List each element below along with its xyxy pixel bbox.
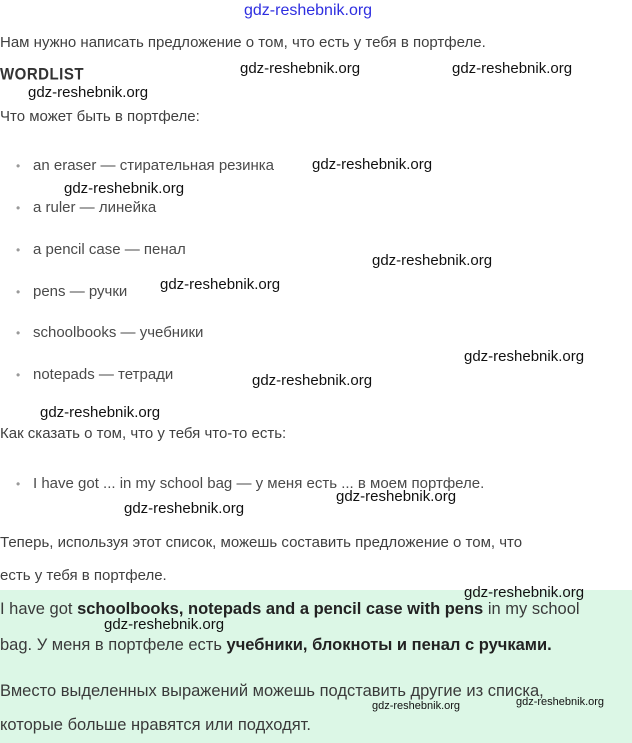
list-item-text: notepads — тетради (33, 366, 174, 383)
watermark: gdz-reshebnik.org (240, 60, 361, 77)
watermark: gdz-reshebnik.org (372, 700, 461, 712)
bullet-icon: • (16, 159, 21, 173)
watermark: gdz-reshebnik.org (452, 60, 573, 77)
bullet-icon: • (16, 368, 21, 382)
list-item (16, 324, 203, 341)
watermark: gdz-reshebnik.org (28, 84, 149, 101)
example-line2: bag. У меня в портфеле есть учебники, блокноты и пенал с ручками. (0, 636, 552, 654)
phrase-item-text: I have got ... in my school bag — у меня есть ... в моем портфеле. (33, 475, 485, 492)
example-english-line1: I have got schoolbooks, notepads and a pencil case with pens in my school (0, 600, 580, 618)
how-question: Как сказать о том, что у тебя что-то есть: (0, 425, 287, 442)
list-item (16, 366, 173, 383)
intro-text: Нам нужно написать предложение о том, что есть у тебя в портфеле. (0, 34, 486, 51)
list-item (16, 241, 186, 258)
list-item (16, 199, 156, 216)
watermark: gdz-reshebnik.org (312, 156, 433, 173)
watermark: gdz-reshebnik.org (64, 180, 185, 197)
tip-line1: Вместо выделенных выражений можешь подставить другие из списка, (0, 682, 544, 700)
watermark: gdz-reshebnik.org (464, 584, 585, 601)
watermark: gdz-reshebnik.org (160, 276, 281, 293)
list-item-text: an eraser — стирательная резинка (33, 157, 274, 174)
list-item (16, 283, 127, 300)
watermark: gdz-reshebnik.org (372, 252, 493, 269)
now-text-line2: есть у тебя в портфеле. (0, 567, 167, 584)
list-item-text: schoolbooks — учебники (33, 324, 204, 341)
watermark: gdz-reshebnik.org (336, 488, 457, 505)
bullet-icon: • (16, 285, 21, 299)
wordlist-heading: WORDLIST (0, 65, 84, 84)
list-item-text: a ruler — линейка (33, 199, 157, 216)
watermark: gdz-reshebnik.org (252, 372, 373, 389)
watermark: gdz-reshebnik.org (40, 404, 161, 421)
bullet-icon: • (16, 243, 21, 257)
list-item (16, 157, 274, 174)
list-item-text: pens — ручки (33, 283, 128, 300)
bullet-icon: • (16, 477, 21, 491)
watermark: gdz-reshebnik.org (464, 348, 585, 365)
watermark: gdz-reshebnik.org (124, 500, 245, 517)
now-text-line1: Теперь, используя этот список, можешь составить предложение о том, что (0, 534, 523, 551)
watermark: gdz-reshebnik.org (104, 616, 225, 633)
watermark-top: gdz-reshebnik.org (244, 2, 373, 19)
tip-line2: которые больше нравятся или подходят. (0, 716, 311, 734)
bag-question: Что может быть в портфеле: (0, 108, 200, 125)
list-item-text: a pencil case — пенал (33, 241, 186, 258)
watermark: gdz-reshebnik.org (516, 696, 605, 708)
bullet-icon: • (16, 326, 21, 340)
bullet-icon: • (16, 201, 21, 215)
